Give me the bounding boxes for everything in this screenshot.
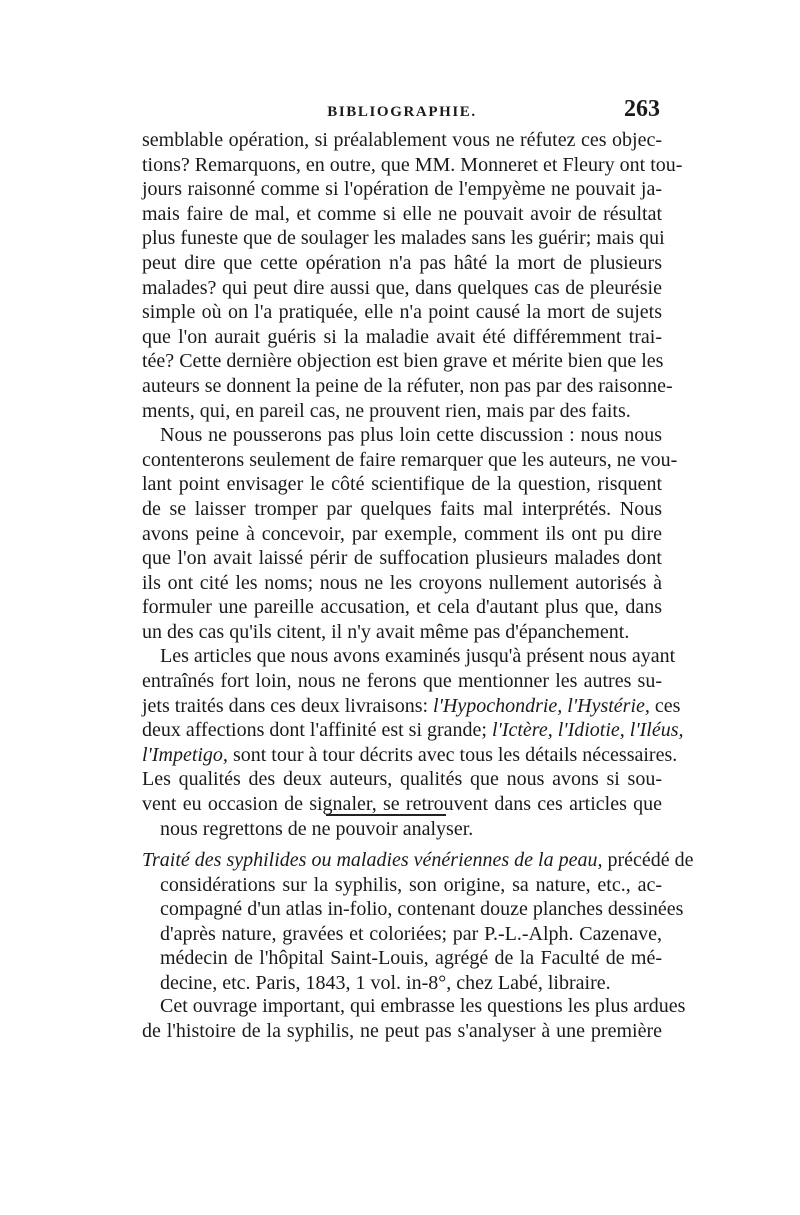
running-head <box>142 96 662 126</box>
review-body-start <box>142 994 686 1043</box>
book-title-line <box>142 848 694 873</box>
paragraph-start: Les articles que nous avons examinés jusqu'à présent nous ayant <box>160 645 676 668</box>
text-line: simple où on l'a pratiquée, elle n'a point causé la mort de sujets <box>142 301 662 324</box>
italic-term: l'Impetigo, <box>142 743 228 766</box>
text-line-mixed <box>142 743 678 768</box>
text-line: jours raisonné comme si l'opération de l'empyème ne pouvait ja- <box>142 178 662 201</box>
text-line: vent eu occasion de signaler, se retrouvent dans ces articles que <box>142 793 662 816</box>
text-line: auteurs se donnent la peine de la réfuter, non pas par des raisonne- <box>142 374 673 397</box>
italic-term: l'Idiotie, <box>557 719 625 742</box>
text-line: ments, qui, en pareil cas, ne prouvent rien, mais par des faits. <box>142 399 631 422</box>
text-line: d'après nature, gravées et coloriées; par P.-L.-Alph. Cazenave, <box>160 922 662 945</box>
text-line: avons peine à concevoir, par exemple, comment ils ont pu dire <box>142 522 662 545</box>
text-line: considérations sur la syphilis, son origine, sa nature, etc., ac- <box>160 873 662 896</box>
text-line: compagné d'un atlas in-folio, contenant douze planches dessinées <box>160 898 684 921</box>
italic-term: l'Ictère, <box>492 719 553 742</box>
text-line: semblable opération, si préalablement vous ne réfutez ces objec- <box>142 129 662 151</box>
text-segment: précédé de <box>607 849 694 871</box>
text-line: decine, etc. Paris, 1843, 1 vol. in-8°, chez Labé, libraire. <box>160 971 611 994</box>
review-continuation <box>142 128 684 841</box>
text-line: médecin de l'hôpital Saint-Louis, agrégé de la Faculté de mé- <box>160 947 662 970</box>
new-review-entry <box>142 848 694 996</box>
text-segment: sont tour à tour décrits avec tous les détails nécessaires. <box>232 743 678 766</box>
text-line: plus funeste que de soulager les malades sans les guérir; mais qui <box>142 227 665 250</box>
text-line: tée? Cette dernière objection est bien grave et mérite bien que les <box>142 350 664 373</box>
text-line: malades? qui peut dire aussi que, dans quelques cas de pleurésie <box>142 276 662 299</box>
text-line: que l'on aurait guéris si la maladie avait été différemment trai- <box>142 325 662 348</box>
text-segment: ces <box>654 694 681 717</box>
text-line-mixed <box>142 718 684 743</box>
text-line: de l'histoire de la syphilis, ne peut pas s'analyser à une première <box>142 1019 662 1042</box>
text-line: mais faire de mal, et comme si elle ne pouvait avoir de résultat <box>142 202 662 225</box>
text-line: Les qualités des deux auteurs, qualités que nous avons si sou- <box>142 768 662 791</box>
text-line: un des cas qu'ils citent, il n'y avait même pas d'épanchement. <box>142 620 630 643</box>
text-line: tions? Remarquons, en outre, que MM. Monneret et Fleury ont tou- <box>142 153 683 176</box>
running-title: BIBLIOGRAPHIE. <box>327 104 477 120</box>
text-line-mixed <box>142 694 681 719</box>
text-line: de se laisser tromper par quelques faits mal interprétés. Nous <box>142 497 662 520</box>
text-line: ils ont cité les noms; nous ne les croyons nullement autorisés à <box>142 571 662 594</box>
italic-term: l'Iléus, <box>629 719 684 742</box>
text-line: nous regrettons de ne pouvoir analyser. <box>160 817 474 840</box>
paragraph-start: Cet ouvrage important, qui embrasse les questions les plus ardues <box>160 995 686 1017</box>
section-separator-rule <box>326 814 446 816</box>
italic-term: l'Hypochondrie, <box>433 694 563 717</box>
text-line: lant point envisager le côté scientifique de la question, risquent <box>142 473 662 496</box>
text-line: que l'on avait laissé périr de suffocation plusieurs malades dont <box>142 547 662 570</box>
italic-term: l'Hystérie, <box>567 694 650 717</box>
text-line: entraînés fort loin, nous ne ferons que mentionner les autres su- <box>142 670 662 693</box>
text-line: formuler une pareille accusation, et cela d'autant plus que, dans <box>142 596 662 619</box>
book-title: Traité des syphilides ou maladies vénériennes de la peau, <box>142 849 603 871</box>
text-line: contenterons seulement de faire remarquer que les auteurs, ne vou- <box>142 448 678 471</box>
text-line: peut dire que cette opération n'a pas hâté la mort de plusieurs <box>142 251 662 274</box>
paragraph-start: Nous ne pousserons pas plus loin cette discussion : nous nous <box>160 424 662 447</box>
page-number: 263 <box>624 96 660 122</box>
text-segment: jets traités dans ces deux livraisons: <box>142 694 429 717</box>
text-segment: deux affections dont l'affinité est si grande; <box>142 719 487 742</box>
